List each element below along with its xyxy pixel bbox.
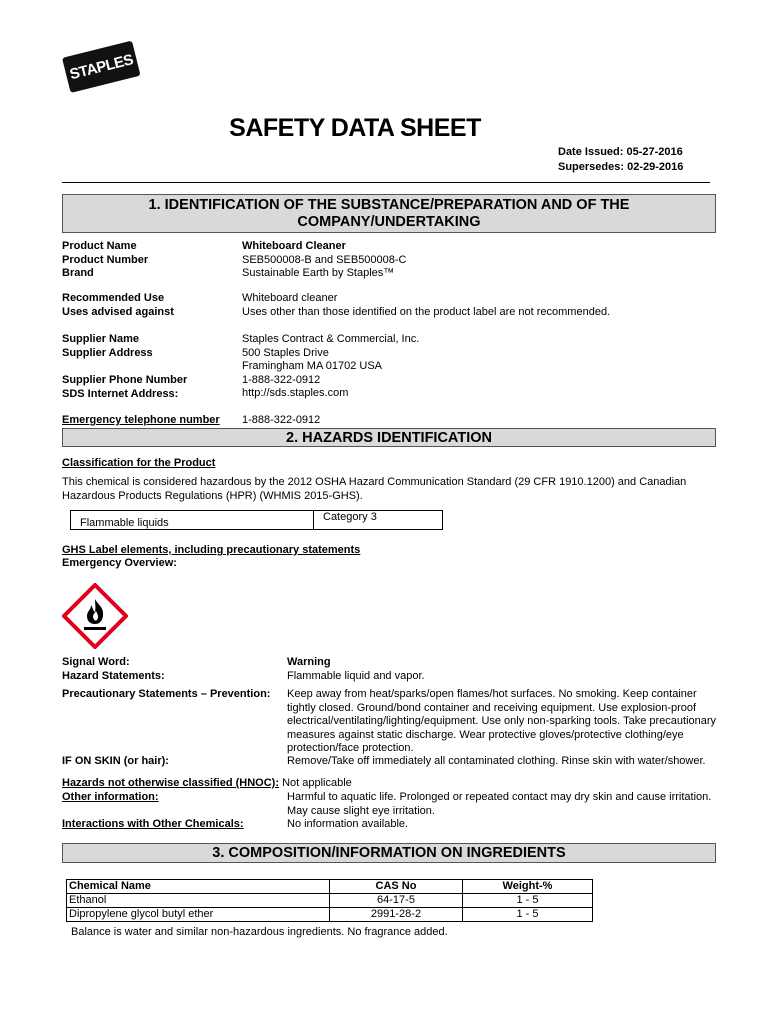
- emergency-label: Emergency telephone number: [62, 414, 220, 426]
- ghs-label: GHS Label elements, including precautionary statements: [62, 544, 361, 556]
- section-1-heading: [62, 194, 716, 233]
- supplier-address-line1: 500 Staples Drive: [242, 346, 329, 359]
- hazard-class-cell: Flammable liquids: [71, 511, 314, 530]
- skin-text: Remove/Take off immediately all contaminated clothing. Rinse skin with water/shower.: [287, 755, 706, 767]
- signal-word-label: Signal Word:: [62, 656, 130, 668]
- emergency-overview-label: Emergency Overview:: [62, 557, 177, 569]
- date-block: [558, 145, 683, 175]
- recommended-use: Whiteboard cleaner: [242, 292, 338, 304]
- header-rule: [62, 182, 710, 183]
- page-title: SAFETY DATA SHEET: [229, 114, 481, 142]
- classification-text: [62, 476, 686, 503]
- other-info-text: [287, 791, 711, 818]
- hnoc-value: Not applicable: [282, 777, 352, 789]
- use-labels: [62, 292, 174, 319]
- sds-label: SDS Internet Address:: [62, 387, 179, 400]
- section-1-heading-line1: 1. IDENTIFICATION OF THE SUBSTANCE/PREPARATION AND OF THE: [148, 197, 630, 213]
- phone-labels: [62, 374, 187, 401]
- staples-logo: [62, 41, 141, 93]
- uses-advised-label: Uses advised against: [62, 305, 174, 318]
- column-header: CAS No: [330, 880, 463, 894]
- balance-note: Balance is water and similar non-hazardous ingredients. No fragrance added.: [71, 926, 448, 938]
- table-row: [67, 894, 593, 908]
- section-1-heading-line2: COMPANY/UNDERTAKING: [297, 214, 481, 230]
- table-row: [71, 511, 443, 530]
- date-issued: Date Issued: 05-27-2016: [558, 146, 683, 158]
- signal-values: [287, 656, 425, 683]
- hnoc-row: [62, 777, 352, 791]
- classification-text-line2: Hazardous Products Regulations (HPR) (WHMIS 2015-GHS).: [62, 489, 363, 502]
- prevention-line: Keep away from heat/sparks/open flames/hot surfaces. No smoking. Keep container: [287, 688, 697, 700]
- skin-label: IF ON SKIN (or hair):: [62, 755, 169, 767]
- weight-cell: 1 - 5: [463, 908, 593, 922]
- brand-value: Sustainable Earth by Staples™: [242, 267, 395, 280]
- prevention-line: measures against static discharge. Wear protective gloves/protective clothing/eye: [287, 728, 684, 741]
- product-name: Whiteboard Cleaner: [242, 240, 346, 252]
- prevention-line: electrical/ventilating/lighting/equipment. Use only non-sparking tools. Take precautionary: [287, 715, 717, 728]
- supplier-name: Staples Contract & Commercial, Inc.: [242, 333, 420, 345]
- chemical-name-cell: Dipropylene glycol butyl ether: [67, 908, 330, 922]
- cas-cell: 2991-28-2: [330, 908, 463, 922]
- brand-label: Brand: [62, 267, 94, 280]
- classification-text-line1: This chemical is considered hazardous by the 2012 OSHA Hazard Communication Standard (29 CFR 1910.1200) and Canadian: [62, 476, 687, 488]
- flame-pictogram-icon: [62, 583, 128, 649]
- hazard-statements-label: Hazard Statements:: [62, 669, 165, 682]
- classification-table: [70, 510, 443, 530]
- supplier-address-line2: Framingham MA 01702 USA: [242, 360, 383, 373]
- supplier-name-label: Supplier Name: [62, 333, 140, 345]
- column-header: Chemical Name: [67, 880, 330, 894]
- product-name-label: Product Name: [62, 240, 137, 252]
- supplier-address-label: Supplier Address: [62, 346, 153, 359]
- product-number-label: Product Number: [62, 253, 149, 266]
- signal-word: Warning: [287, 656, 331, 668]
- other-info-line1: Harmful to aquatic life. Prolonged or repeated contact may dry skin and cause irritation.: [287, 791, 712, 803]
- supplier-phone: 1-888-322-0912: [242, 373, 321, 386]
- section-3-heading: 3. COMPOSITION/INFORMATION ON INGREDIENTS: [62, 843, 716, 863]
- prevention-line: protection/face protection.: [287, 742, 414, 755]
- sds-address: http://sds.staples.com: [242, 387, 349, 400]
- phone-label: Supplier Phone Number: [62, 374, 188, 386]
- prevention-label: Precautionary Statements – Prevention:: [62, 688, 271, 700]
- uses-advised: Uses other than those identified on the product label are not recommended.: [242, 305, 611, 318]
- hazard-statement: Flammable liquid and vapor.: [287, 669, 425, 682]
- ingredients-table: [66, 879, 593, 922]
- interactions-value: No information available.: [287, 818, 409, 830]
- supplier-labels: [62, 333, 153, 360]
- signal-labels: [62, 656, 165, 683]
- chemical-name-cell: Ethanol: [67, 894, 330, 908]
- cas-cell: 64-17-5: [330, 894, 463, 908]
- recommended-use-label: Recommended Use: [62, 292, 165, 304]
- other-info-line2: May cause slight eye irritation.: [287, 804, 435, 817]
- column-header: Weight-%: [463, 880, 593, 894]
- product-values: [242, 240, 407, 281]
- table-row: [67, 908, 593, 922]
- prevention-text: [287, 688, 737, 756]
- section-2-heading: 2. HAZARDS IDENTIFICATION: [62, 428, 716, 447]
- interactions-label: Interactions with Other Chemicals:: [62, 818, 244, 830]
- logo-text: STAPLES: [67, 50, 135, 83]
- emergency-phone: 1-888-322-0912: [242, 414, 321, 426]
- prevention-line: tightly closed. Ground/bond container and receiving equipment. Use explosion-proof: [287, 701, 697, 714]
- weight-cell: 1 - 5: [463, 894, 593, 908]
- product-number: SEB500008-B and SEB500008-C: [242, 253, 407, 266]
- table-header-row: [67, 880, 593, 894]
- hazard-category-cell: Category 3: [314, 511, 443, 530]
- hnoc-label: Hazards not otherwise classified (HNOC):: [62, 777, 279, 789]
- other-info-label: Other information:: [62, 791, 159, 803]
- use-values: [242, 292, 610, 319]
- supersedes-date: Supersedes: 02-29-2016: [558, 161, 684, 173]
- classification-label: Classification for the Product: [62, 457, 216, 469]
- product-labels: [62, 240, 148, 281]
- supplier-values: [242, 333, 419, 401]
